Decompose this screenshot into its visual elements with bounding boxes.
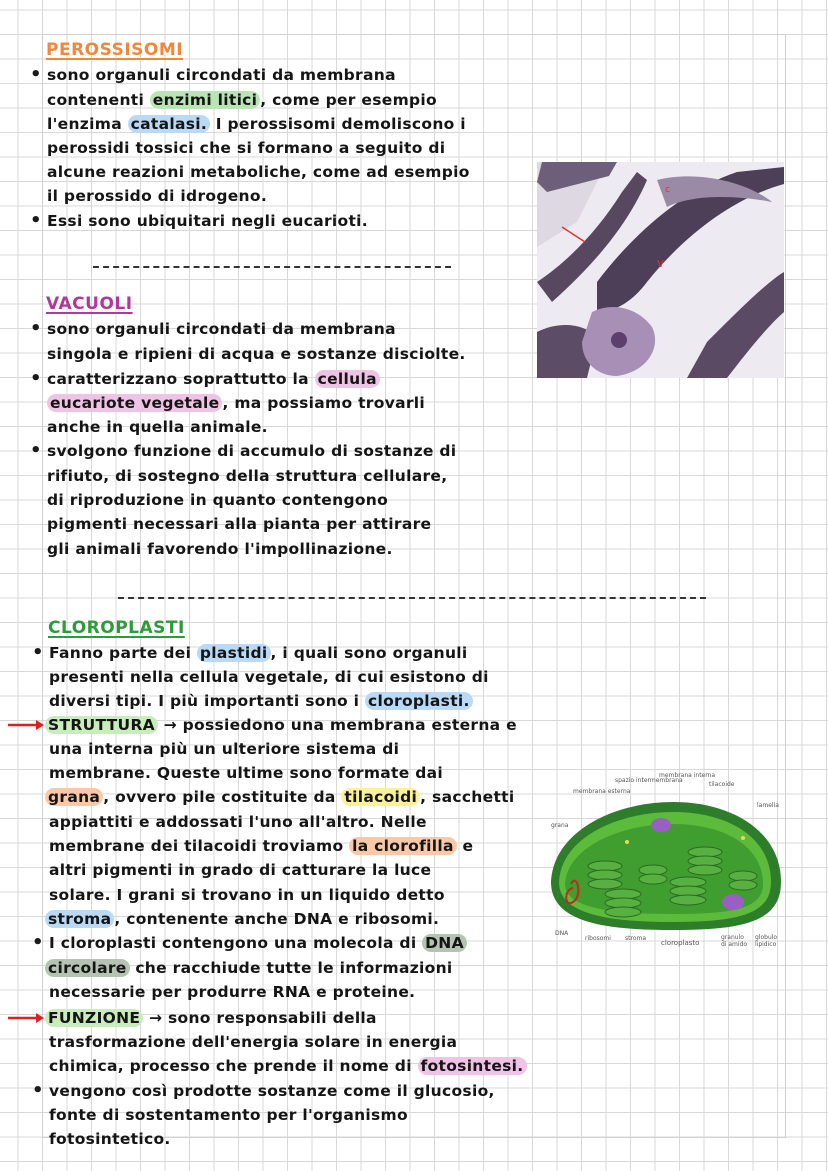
text-line: fotosintetico. — [49, 1130, 171, 1148]
text-line: chimica, processo che prende il nome di fotosintesi. — [49, 1055, 527, 1077]
label-struttura: STRUTTURA — [45, 716, 158, 734]
highlight-stroma: stroma — [45, 910, 114, 928]
highlight-cellula: cellula — [315, 370, 380, 388]
text-line: altri pigmenti in grado di catturare la luce — [49, 861, 432, 879]
bullet: • — [30, 64, 42, 85]
highlight-tilacoidi: tilacoidi — [341, 788, 420, 806]
text-line: alcune reazioni metaboliche, come ad esempio — [47, 163, 470, 181]
red-arrow-icon — [6, 1011, 46, 1025]
heading-cloroplasti: CLOROPLASTI — [48, 618, 185, 638]
text-line: membrane. Queste ultime sono formate dai — [49, 764, 444, 782]
text-line: membrane dei tilacoidi troviamo la clorofilla e — [49, 837, 474, 855]
highlight-clorofilla: la clorofilla — [349, 837, 457, 855]
section-divider — [93, 266, 451, 268]
text-line: stroma , contenente anche DNA e ribosomi. — [45, 908, 439, 930]
text-line: l'enzima catalasi. I perossisomi demoliscono i — [47, 115, 466, 133]
vacuole-micrograph — [537, 162, 784, 378]
text-line: grana , ovvero pile costituite da tilacoidi , sacchetti — [45, 786, 514, 808]
bullet: • — [30, 440, 42, 461]
bullet: • — [30, 368, 42, 389]
label-lamella: lamella — [757, 802, 779, 809]
highlight-circolare: circolare — [45, 959, 130, 977]
text-line: il perossido di idrogeno. — [47, 187, 268, 205]
text-line: trasformazione dell'energia solare in energia — [49, 1033, 458, 1051]
text-line: eucariote vegetale , ma possiamo trovarli — [47, 392, 425, 414]
text-line: FUNZIONE → sono responsabili della — [45, 1007, 377, 1029]
label-spazio-intermembrana: spazio intermembrana — [615, 777, 683, 784]
highlight-catalasi: catalasi. — [128, 115, 210, 133]
red-arrow-icon — [6, 718, 46, 732]
chloroplast-illustration — [543, 772, 785, 952]
text-line: vengono così prodotte sostanze come il glucosio, — [49, 1082, 495, 1100]
label-ribosomi: ribosomi — [585, 935, 611, 942]
text-line: appiattiti e addossati l'uno all'altro. Nelle — [49, 813, 427, 831]
heading-vacuoli: VACUOLI — [46, 294, 133, 314]
text-line: solare. I grani si trovano in un liquido detto — [49, 886, 445, 904]
bullet: • — [32, 642, 44, 663]
text-line: caratterizzano soprattutto la cellula — [47, 368, 380, 390]
svg-text:v: v — [657, 256, 665, 270]
highlight-eucariote-vegetale: eucariote vegetale — [47, 394, 222, 412]
text-line: Fanno parte dei plastidi , i quali sono organuli — [49, 644, 468, 662]
text-line: fonte di sostentamento per l'organismo — [49, 1106, 408, 1124]
highlight-dna: DNA — [422, 934, 467, 952]
highlight-plastidi: plastidi — [197, 644, 271, 662]
label-grana: grana — [551, 822, 569, 829]
label-cloroplasto: cloroplasto — [661, 939, 700, 947]
bullet: • — [30, 210, 42, 231]
text-line: presenti nella cellula vegetale, di cui esistono di — [49, 668, 489, 686]
highlight-enzimi-litici: enzimi litici — [150, 91, 261, 109]
text-line: singola e ripieni di acqua e sostanze disciolte. — [47, 345, 466, 363]
text-line: Essi sono ubiquitari negli eucarioti. — [47, 212, 368, 230]
text-line: anche in quella animale. — [47, 418, 268, 436]
heading-perossisomi: PEROSSISOMI — [46, 40, 184, 60]
label-globulo-lipidico: globulo lipidico — [755, 934, 778, 948]
highlight-fotosintesi: fotosintesi. — [418, 1057, 527, 1075]
label-membrana-interna: membrana interna — [659, 772, 716, 779]
highlight-grana: grana — [45, 788, 103, 806]
text-line: rifiuto, di sostegno della struttura cellulare, — [47, 467, 448, 485]
text-line: diversi tipi. I più importanti sono i cloroplasti. — [49, 690, 473, 712]
text-line: di riproduzione in quanto contengono — [47, 491, 389, 509]
label-tilacoide: tilacoide — [709, 781, 735, 788]
label-funzione: FUNZIONE — [45, 1009, 143, 1027]
text-line: necessarie per produrre RNA e proteine. — [49, 983, 416, 1001]
label-dna: DNA — [555, 930, 569, 937]
text-line: sono organuli circondati da membrana — [47, 66, 396, 84]
bullet: • — [32, 1080, 44, 1101]
section-divider — [118, 597, 706, 599]
highlight-cloroplasti: cloroplasti. — [365, 692, 473, 710]
chloroplast-diagram — [543, 772, 785, 952]
label-membrana-esterna: membrana esterna — [573, 788, 631, 795]
bullet: • — [32, 932, 44, 953]
text-line: gli animali favorendo l'impollinazione. — [47, 540, 393, 558]
label-stroma: stroma — [625, 935, 647, 942]
text-line: sono organuli circondati da membrana — [47, 320, 396, 338]
text-line: svolgono funzione di accumulo di sostanze di — [47, 442, 457, 460]
label-granulo-amido: granulo di amido — [721, 934, 748, 948]
text-line: contenenti enzimi litici , come per esempio — [47, 91, 437, 109]
text-line: perossidi tossici che si formano a seguito di — [47, 139, 446, 157]
text-line: una interna più un ulteriore sistema di — [49, 740, 400, 758]
svg-text:c: c — [665, 185, 670, 195]
text-line: STRUTTURA → possiedono una membrana esterna e — [45, 714, 517, 736]
text-line: circolare che racchiude tutte le informazioni — [45, 957, 453, 979]
bullet: • — [30, 318, 42, 339]
text-line: pigmenti necessari alla pianta per attirare — [47, 515, 432, 533]
text-line: I cloroplasti contengono una molecola di DNA — [49, 932, 467, 954]
